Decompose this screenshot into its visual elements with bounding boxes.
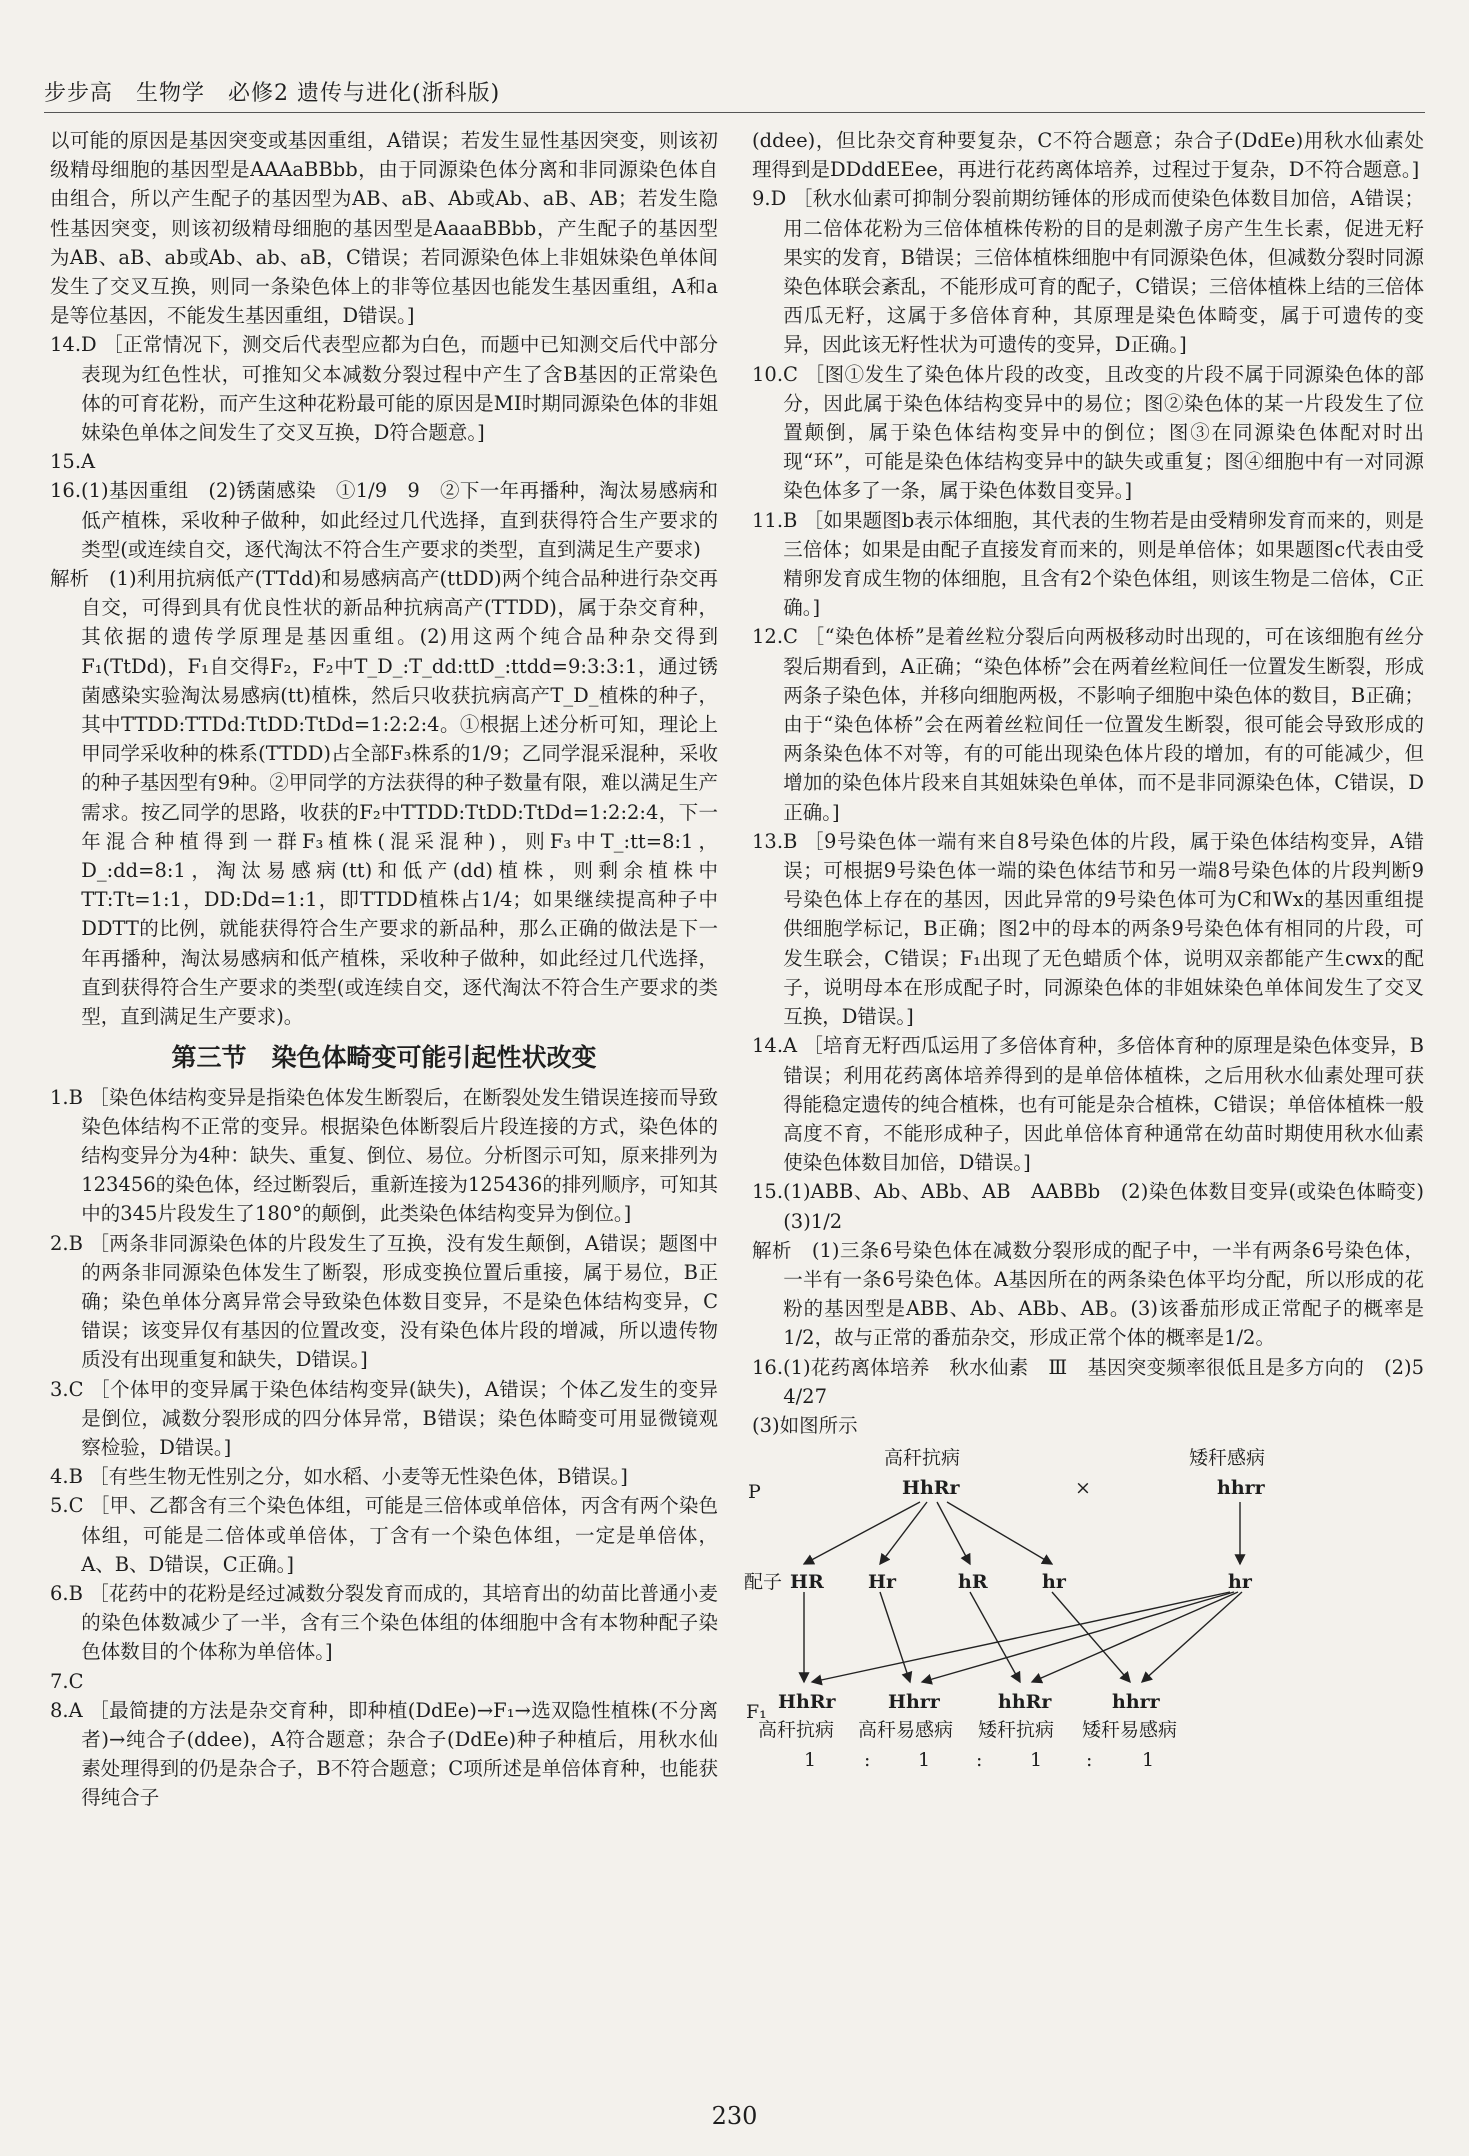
answer-paragraph: 15.(1)ABB、Ab、ABb、AB AABBb (2)染色体数目变异(或染色体畸变) (3)1/2 (752, 1180, 1444, 1233)
answer-paragraph: 16.(1)基因重组 (2)锈菌感染 ①1/9 9 ②下一年再播种，淘汰易感病和低产植株，采收种子做种，如此经过几代选择，直到获得符合生产要求的类型(或连续自交，逐代淘汰不符合生产要求的类型，直到满足生产要求) (50, 479, 718, 561)
gamete: HR (790, 1571, 824, 1594)
gamete: hr (1042, 1571, 1066, 1594)
offspring-genotype: Hhrr (888, 1691, 940, 1714)
p-generation-label: P (748, 1481, 761, 1504)
ratio-number: 1 (918, 1749, 931, 1772)
ratio-colon: : (976, 1749, 983, 1772)
header-rule (44, 112, 1425, 113)
answer-paragraph: 3.C ［个体甲的变异属于染色体结构变异(缺失)，A错误；个体乙发生的变异是倒位，减数分裂形成的四分体异常，B错误；染色体畸变可用显微镜观察检验，D错误。] (50, 1377, 718, 1459)
offspring-phenotype: 高秆易感病 (858, 1719, 954, 1742)
answer-paragraph: (3)如图所示 (752, 1413, 858, 1437)
answer-paragraph: 2.B ［两条非同源染色体的片段发生了互换，没有发生颠倒，A错误；题图中的两条非同源染色体发生了断裂，形成变换位置后重接，属于易位，B正确；染色单体分离异常会导致染色体数目变异，不是染色体结构变异，C错误；该变异仅有基因的位置改变，没有染色体片段的增减，所以遗传物质没有出现重复和缺失，D错误。] (50, 1231, 718, 1372)
offspring-phenotype: 高秆抗病 (758, 1719, 835, 1742)
answer-paragraph: 14.A ［培育无籽西瓜运用了多倍体育种，多倍体育种的原理是染色体变异，B错误；利用花药离体培养得到的是单倍体植株，之后用秋水仙素处理可获得能稳定遗传的纯合植株，也有可能是杂合植株，C错误；单倍体植株一般高度不育，不能形成种子，因此单倍体育种通常在幼苗时期使用秋水仙素使染色体数目加倍，D错误。] (752, 1034, 1424, 1175)
gamete: hR (958, 1571, 988, 1594)
analysis-paragraph: 解析 (1)三条6号染色体在减数分裂形成的配子中，一半有两条6号染色体，一半有一条6号染色体。A基因所在的两条染色体平均分配，所以形成的花粉的基因型是ABB、Ab、ABb、AB。(3)该番茄形成正常配子的概率是1/2，故与正常的番茄杂交，形成正常个体的概率是1/2。 (752, 1238, 1424, 1350)
offspring-phenotype: 矮秆易感病 (1082, 1719, 1178, 1742)
right-column (744, 126, 1444, 1774)
answer-paragraph: 6.B ［花药中的花粉是经过减数分裂发育而成的，其培育出的幼苗比普通小麦的染色体数减少了一半，含有三个染色体组的体细胞中含有本物种配子染色体数目的个体称为单倍体。] (50, 1581, 718, 1664)
running-header: 步步高 生物学 必修2 遗传与进化(浙科版) (44, 81, 501, 106)
page-number: 230 (711, 2102, 758, 2130)
gamete: Hr (868, 1571, 896, 1594)
section-title: 第三节 染色体畸变可能引起性状改变 (171, 1043, 597, 1073)
ratio-colon: : (1086, 1749, 1093, 1772)
offspring-genotype: hhRr (998, 1691, 1052, 1714)
answer-paragraph: 16.(1)花药离体培养 秋水仙素 Ⅲ 基因突变频率很低且是多方向的 (2)5 4/27 (752, 1355, 1444, 1408)
answer-paragraph: 以可能的原因是基因突变或基因重组，A错误；若发生显性基因突变，则该初级精母细胞的基因型是AAAaBBbb，由于同源染色体分离和非同源染色体自由组合，所以产生配子的基因型为AB、aB、Ab或Ab、aB、AB；若发生隐性基因突变，则该初级精母细胞的基因型是AaaaBBbb，产生配子的基因型为AB、aB、ab或Ab、ab、aB，C错误；若同源染色体上非姐妹染色单体间发生了交叉互换，则同一条染色体上的非等位基因也能发生基因重组，A和a是等位基因，不能发生基因重组，D错误。] (50, 129, 718, 328)
answer-paragraph: 9.D ［秋水仙素可抑制分裂前期纺锤体的形成而使染色体数目加倍，A错误；用二倍体花粉为三倍体植株传粉的目的是刺激子房产生生长素，促进无籽果实的发育，B错误；三倍体植株细胞中有同源染色体，但减数分裂时同源染色体联会紊乱，不能形成可育的配子，C错误；三倍体植株上结的三倍体西瓜无籽，这属于多倍体育种，其原理是染色体畸变，属于可遗传的变异，因此该无籽性状为可遗传的变异，D正确。] (752, 187, 1424, 357)
analysis-paragraph: 解析 (1)利用抗病低产(TTdd)和易感病高产(ttDD)两个纯合品种进行杂交再自交，可得到具有优良性状的新品种抗病高产(TTDD)，属于杂交育种，其依据的遗传学原理是基因重组。(2)用这两个纯合品种杂交得到F₁(TtDd)，F₁自交得F₂，F₂中T_D_:T_dd:ttD_:ttdd=9:3:3:1，通过锈菌感染实验淘汰易感病(tt)植株，然后只收获抗病高产T_D_植株的种子，其中TTDD:TTDd:TtDD:TtDd=1:2:2:4。①根据上述分析可知，理论上甲同学采收种的株系(TTDD)占全部F₃株系的1/9；乙同学混采混种，采收的种子基因型有9种。②甲同学的方法获得的种子数量有限，难以满足生产需求。按乙同学的思路，收获的F₂中TTDD:TtDD:TtDd=1:2:2:4，下一年混合种植得到一群F₃植株(混采混种)，则F₃中T_:tt=8:1，D_:dd=8:1，淘汰易感病(tt)和低产(dd)植株，则剩余植株中TT:Tt=1:1，DD:Dd=1:1，即TTDD植株占1/4；如果继续提高种子中DDTT的比例，就能获得符合生产要求的新品种，那么正确的做法是下一年再播种，淘汰易感病和低产植株，采收种子做种，如此经过几代选择，直到获得符合生产要求的类型(或连续自交，逐代淘汰不符合生产要求的类型，直到满足生产要求)。 (50, 567, 719, 1029)
gamete: hr (1228, 1571, 1252, 1594)
answer-paragraph: (ddee)，但比杂交育种要复杂，C不符合题意；杂合子(DdEe)用秋水仙素处理得到是DDddEEee，再进行花药离体培养，过程过于复杂，D不符合题意。] (752, 129, 1424, 182)
ratio-number: 1 (1030, 1749, 1043, 1772)
offspring-phenotype: 矮秆抗病 (978, 1719, 1055, 1742)
answer-paragraph: 12.C ［“染色体桥”是着丝粒分裂后向两极移动时出现的，可在该细胞有丝分裂后期看到，A正确；“染色体桥”会在两着丝粒间任一位置发生断裂，形成两条子染色体，并移向细胞两极，不影响子细胞中染色体的数目，B正确；由于“染色体桥”会在两着丝粒间任一位置发生断裂，很可能会导致形成的两条染色体不对等，有的可能出现染色体片段的增加，有的可能减少，但增加的染色体片段来自其姐妹染色单体，而不是非同源染色体，C错误，D正确。] (752, 625, 1424, 824)
parent1-genotype: HhRr (902, 1477, 960, 1500)
parent2-phenotype: 矮秆感病 (1189, 1447, 1266, 1470)
cross-arrows (752, 1444, 1392, 1774)
f1-generation-label: F₁ (746, 1701, 767, 1724)
answer-paragraph: 5.C ［甲、乙都含有三个染色体组，可能是三倍体或单倍体，丙含有两个染色体组，可能是二倍体或单倍体，丁含有一个染色体组，一定是单倍体，A、B、D错误，C正确。] (50, 1494, 718, 1576)
answer-paragraph: 8.A ［最简捷的方法是杂交育种，即种植(DdEe)→F₁→选双隐性植株(不分离者)→纯合子(ddee)，A符合题意；杂合子(DdEe)种子种植后，用秋水仙素处理得到的仍是杂合子，B不符合题意；C项所述是单倍体育种，也能获得纯合子 (50, 1698, 718, 1810)
answer-paragraph: 11.B ［如果题图b表示体细胞，其代表的生物若是由受精卵发育而来的，则是三倍体；如果是由配子直接发育而来的，则是单倍体；如果题图c代表由受精卵发育成生物的体细胞，且含有2个染色体组，则该生物是二倍体，C正确。] (752, 508, 1424, 620)
answer-paragraph: 14.D ［正常情况下，测交后代表型应都为白色，而题中已知测交后代中部分表现为红色性状，可推知父本减数分裂过程中产生了含B基因的正常染色体的可育花粉，而产生这种花粉最可能的原因是MⅠ时期同源染色体的非姐妹染色单体之间发生了交叉互换，D符合题意。] (50, 333, 718, 445)
ratio-number: 1 (1142, 1749, 1155, 1772)
ratio-number: 1 (804, 1749, 817, 1772)
parent1-phenotype: 高秆抗病 (884, 1447, 961, 1470)
genetic-cross-diagram (744, 1444, 1392, 1774)
gamete-label: 配子 (744, 1571, 783, 1594)
answer-paragraph: 10.C ［图①发生了染色体片段的改变，且改变的片段不属于同源染色体的部分，因此属于染色体结构变异中的易位；图②染色体的某一片段发生了位置颠倒，属于染色体结构变异中的倒位；图③在同源染色体配对时出现“环”，可能是染色体结构变异中的缺失或重复；图④细胞中有一对同源染色体多了一条，属于染色体数目变异。] (752, 362, 1424, 503)
answer-paragraph: 7.C (50, 1669, 84, 1693)
answer-paragraph: 15.A (50, 450, 96, 474)
parent2-genotype: hhrr (1217, 1477, 1265, 1500)
cross-symbol: × (1075, 1477, 1091, 1500)
answer-paragraph: 1.B ［染色体结构变异是指染色体发生断裂后，在断裂处发生错误连接而导致染色体结构不正常的变异。根据染色体断裂后片段连接的方式，染色体的结构变异分为4种：缺失、重复、倒位、易位。分析图示可知，原来排列为123456的染色体，经过断裂后，重新连接为125436的排列顺序，可知其中的345片段发生了180°的颠倒，此类染色体结构变异为倒位。] (50, 1085, 718, 1226)
offspring-genotype: HhRr (778, 1691, 836, 1714)
offspring-genotype: hhrr (1112, 1691, 1160, 1714)
answer-paragraph: 13.B ［9号染色体一端有来自8号染色体的片段，属于染色体结构变异，A错误；可根据9号染色体一端的染色体结节和另一端8号染色体的片段判断9号染色体上存在的基因，因此异常的9号染色体可为C和Wx的基因重组提供细胞学标记，B正确；图2中的母本的两条9号染色体有相同的片段，可发生联会，C错误；F₁出现了无色蜡质个体，说明双亲都能产生cwx的配子，说明母本在形成配子时，同源染色体的非姐妹染色单体间发生了交叉互换，D错误。] (752, 829, 1424, 1029)
left-column (50, 126, 718, 1813)
ratio-colon: : (864, 1749, 871, 1772)
answer-paragraph: 4.B ［有些生物无性别之分，如水稻、小麦等无性染色体，B错误。] (50, 1465, 628, 1489)
